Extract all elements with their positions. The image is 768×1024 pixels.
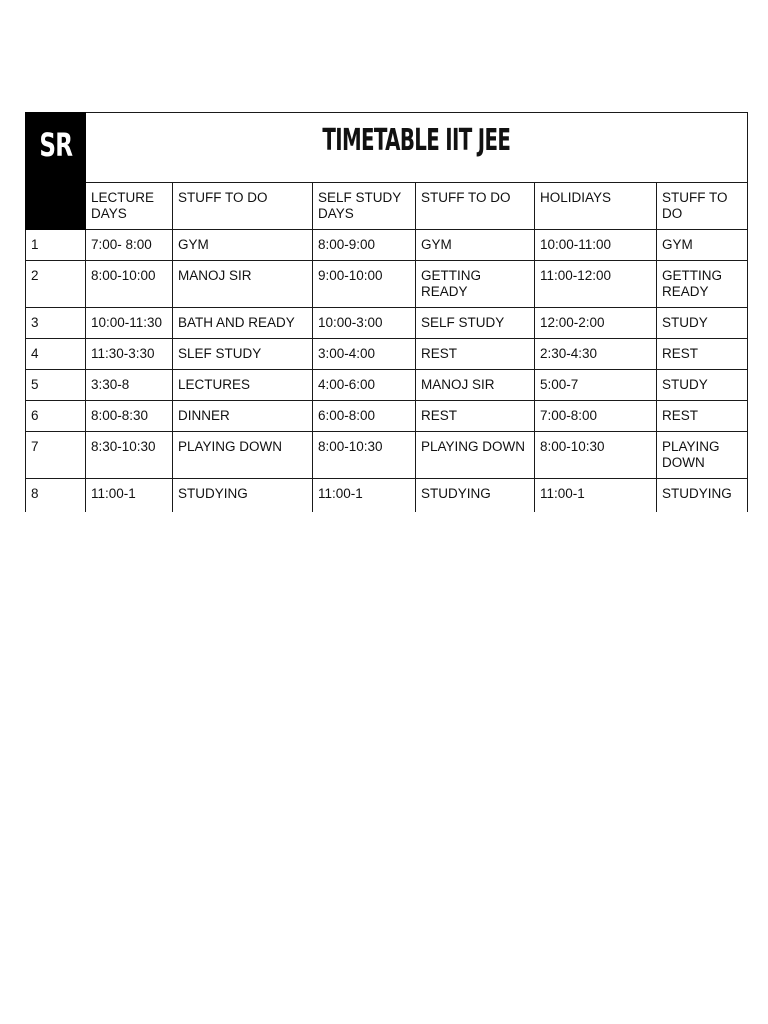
holiday-time: 10:00-11:00 <box>535 230 657 261</box>
table-row <box>26 261 748 308</box>
holiday-activity: GETTING READY <box>657 261 748 308</box>
self-study-activity: PLAYING DOWN <box>416 432 535 479</box>
sr-logo-cell <box>26 113 86 230</box>
lecture-time: 10:00-11:30 <box>86 308 173 339</box>
holiday-activity: PLAYING DOWN <box>657 432 748 479</box>
header-stuff-to-do-self-study: STUFF TO DO <box>416 183 535 230</box>
self-study-time: 8:00-10:30 <box>313 432 416 479</box>
table-row <box>26 479 748 512</box>
lecture-activity: PLAYING DOWN <box>173 432 313 479</box>
lecture-activity: SLEF STUDY <box>173 339 313 370</box>
header-stuff-to-do-lecture: STUFF TO DO <box>173 183 313 230</box>
holiday-activity: REST <box>657 339 748 370</box>
lecture-activity: STUDYING <box>173 479 313 512</box>
self-study-time: 4:00-6:00 <box>313 370 416 401</box>
table-row <box>26 339 748 370</box>
header-holidays: HOLIDIAYS <box>535 183 657 230</box>
holiday-activity: REST <box>657 401 748 432</box>
self-study-time: 3:00-4:00 <box>313 339 416 370</box>
row-number: 2 <box>26 261 86 308</box>
lecture-activity: LECTURES <box>173 370 313 401</box>
page-title: TIMETABLE IIT JEE <box>322 123 511 158</box>
table-row <box>26 370 748 401</box>
row-number: 7 <box>26 432 86 479</box>
table-row <box>26 308 748 339</box>
holiday-activity: STUDYING <box>657 479 748 512</box>
header-self-study-days: SELF STUDY DAYS <box>313 183 416 230</box>
header-stuff-to-do-holidays: STUFF TO DO <box>657 183 748 230</box>
timetable <box>25 112 748 512</box>
lecture-time: 7:00- 8:00 <box>86 230 173 261</box>
self-study-activity: SELF STUDY <box>416 308 535 339</box>
table-row <box>26 432 748 479</box>
self-study-activity: REST <box>416 339 535 370</box>
sr-logo: SR <box>39 126 72 164</box>
lecture-time: 3:30-8 <box>86 370 173 401</box>
lecture-activity: DINNER <box>173 401 313 432</box>
lecture-time: 8:00-10:00 <box>86 261 173 308</box>
holiday-time: 11:00-1 <box>535 479 657 512</box>
row-number: 1 <box>26 230 86 261</box>
self-study-activity: STUDYING <box>416 479 535 512</box>
row-number: 4 <box>26 339 86 370</box>
row-number: 8 <box>26 479 86 512</box>
header-lecture-days: LECTURE DAYS <box>86 183 173 230</box>
lecture-time: 8:30-10:30 <box>86 432 173 479</box>
lecture-time: 11:30-3:30 <box>86 339 173 370</box>
self-study-time: 8:00-9:00 <box>313 230 416 261</box>
row-number: 3 <box>26 308 86 339</box>
self-study-activity: REST <box>416 401 535 432</box>
lecture-time: 11:00-1 <box>86 479 173 512</box>
holiday-time: 7:00-8:00 <box>535 401 657 432</box>
title-row <box>26 113 748 183</box>
holiday-activity: STUDY <box>657 370 748 401</box>
holiday-time: 11:00-12:00 <box>535 261 657 308</box>
title-cell <box>86 113 748 183</box>
self-study-time: 6:00-8:00 <box>313 401 416 432</box>
holiday-time: 5:00-7 <box>535 370 657 401</box>
row-number: 6 <box>26 401 86 432</box>
lecture-activity: BATH AND READY <box>173 308 313 339</box>
holiday-time: 2:30-4:30 <box>535 339 657 370</box>
table-row <box>26 230 748 261</box>
lecture-activity: GYM <box>173 230 313 261</box>
lecture-activity: MANOJ SIR <box>173 261 313 308</box>
self-study-activity: MANOJ SIR <box>416 370 535 401</box>
holiday-activity: GYM <box>657 230 748 261</box>
self-study-time: 10:00-3:00 <box>313 308 416 339</box>
holiday-activity: STUDY <box>657 308 748 339</box>
table-row <box>26 401 748 432</box>
holiday-time: 12:00-2:00 <box>535 308 657 339</box>
row-number: 5 <box>26 370 86 401</box>
self-study-time: 11:00-1 <box>313 479 416 512</box>
holiday-time: 8:00-10:30 <box>535 432 657 479</box>
self-study-activity: GYM <box>416 230 535 261</box>
header-row <box>26 183 748 230</box>
self-study-time: 9:00-10:00 <box>313 261 416 308</box>
self-study-activity: GETTING READY <box>416 261 535 308</box>
lecture-time: 8:00-8:30 <box>86 401 173 432</box>
